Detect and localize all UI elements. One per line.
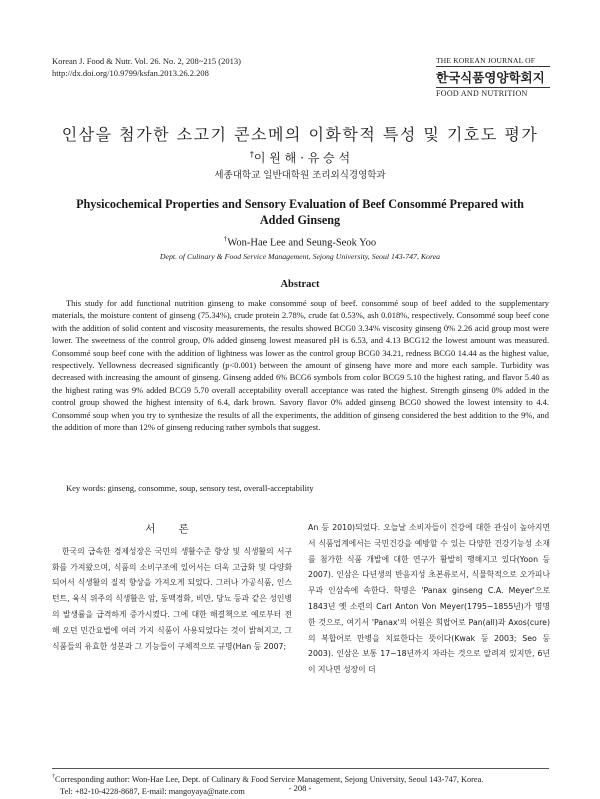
journal-name-korean: 한국식품영양학회지 [436, 70, 545, 85]
journal-logo [436, 56, 550, 98]
intro-paragraph-right: An 등 2010)되었다. 오늘날 소비자들이 건강에 대한 관심이 높아지면서 식품업계에서는 국민건강을 예방할 수 있는 다양한 건강기능성 소재를 첨가한 식품 개발에 대한 연구가 활발히 행해지고 있다(Yoon 등 2007). 인삼은 다년생의 반음지성 초본류로서, 식물학적으로 오가피나무과 인삼속에 속한다. 학명은 'Panax ginseng C.A. Meyer'으로 1843년 옛 소련의 Carl Anton Von Meyer(1795~1855년)가 명명한 것으로, 여기서 'Panax'의 어원은 희랍어로 Pan(all)과 Axos(cure)의 복합어로 만병을 치료한다는 뜻이다(Kwak 등 2003; Seo 등 2003). 인삼은 보통 17~18년까지 자라는 것으로 알려져 있지만, 6년이 지나면 성장이 더 [308, 523, 550, 675]
journal-name-bottom: FOOD AND NUTRITION [436, 87, 550, 98]
intro-left-column [52, 522, 292, 654]
intro-right-column [308, 520, 550, 678]
footnote-divider [52, 768, 549, 769]
citation-line: Korean J. Food & Nutr. Vol. 26. No. 2, 208~215 (2013) [52, 56, 241, 66]
affiliation-english: Dept. of Culinary & Food Service Management, Sejong University, Seoul 143-747, Korea [159, 252, 441, 261]
author-names-english: Won-Hae Lee and Seung-Seok Yoo [227, 237, 377, 249]
page-number: - 208 - [288, 783, 312, 793]
corresponding-mark-en: † [223, 235, 228, 243]
corresponding-author: Corresponding author: Won-Hae Lee, Dept. of Culinary & Food Service Management, Sejong University, Seoul 143-747, Korea. [55, 774, 484, 784]
title-korean: 인삼을 첨가한 소고기 콘소메의 이화학적 특성 및 기호도 평가 [61, 125, 539, 144]
intro-paragraph-left: 한국의 급속한 경제성장은 국민의 생활수준 향상 및 식생활의 서구화를 가져왔으며, 식품의 소비구조에 있어서는 더욱 고급화 및 다양화 되어서 식생활의 질적 향상을 가져오게 되었다. 그러나 가공식품, 인스턴트, 육식 위주의 식생활은 암, 동맥경화, 비만, 당뇨 등과 같은 성인병의 발생률을 급격하게 증가시켰다. 그에 대한 해결책으로 예로부터 전해 오던 민간요법에 여러 가지 식품이 사용되었다는 것이 밝혀지고, 그 식품들의 유효한 성분과 그 기능들이 구체적으로 규명(Han 등 2007; [52, 546, 292, 651]
journal-name-top: THE KOREAN JOURNAL OF [436, 56, 550, 67]
keywords: Key words: ginseng, consomme, soup, sensory test, overall-acceptability [66, 483, 314, 493]
affiliation-korean: 세종대학교 일반대학원 조리외식경영학과 [214, 170, 386, 181]
authors-english [0, 235, 600, 249]
footnote-line-2: Tel: +82-10-4228-8687, E-mail: mangoyaya@nate.com [60, 786, 245, 796]
citation-header [52, 55, 241, 79]
title-english: Physicochemical Properties and Sensory Evaluation of Beef Consommé Prepared with Added Ginseng [76, 197, 524, 227]
author-names-korean: 이 원 해 · 유 승 석 [253, 151, 351, 165]
abstract-body: This study for add functional nutrition ginseng to make consommé soup of beef. consommé soup of beef added to the supplementary materials, the moisture content of ginseng (75.34%), crude protein 2.78%, crude fat 0.53%, ash 0.018%, respectively. Consommé soup beef cone with the addition of solid content and viscosity measurements, the results showed BCG0 3.34% viscosity ginseng 0% 2.26 acid group most were lower. The sweetness of the control group, 0% added ginseng lowest measured pH is 6.53, and 4.13 BCG12 the lowest amount was measured. Consommé soup beef cone with the addition of lightness was lower as the control group BCG0 34.21, redness BCG0 14.44 as the highest value, respectively. Yellowness decreased significantly (p<0.001) between the amount of ginseng have more and more each sample. Turbidity was decreased with increasing the amount of ginseng. Ginseng added 6% BCG6 symbols from color BCG9 5.10 the highest rating, and flavor 5.40 as the highest rating was 9% added BCG9 5.70 overall acceptability overall acceptance was rated the highest. Strength ginseng 0% added in the control group showed the highest intensity of 6.4, dark brown. Savory flavor 0% added ginseng BCG0 showed the lowest intensity to 4.4. Consommé soup when you try to synthesize the results of all the experiments, the addition of ginseng considered the best addition to the 9%, and the addition of more than 12% of ginseng reducing rather symbols that suggest. [52, 298, 549, 433]
abstract-heading: Abstract [280, 279, 320, 290]
authors-korean [0, 149, 600, 166]
section-title-intro: 서 론 [145, 523, 199, 535]
corresponding-mark: † [249, 150, 254, 159]
footnote-mark: † [52, 774, 55, 780]
doi-link[interactable]: http://dx.doi.org/10.9799/ksfan.2013.26.2.208 [52, 68, 209, 78]
